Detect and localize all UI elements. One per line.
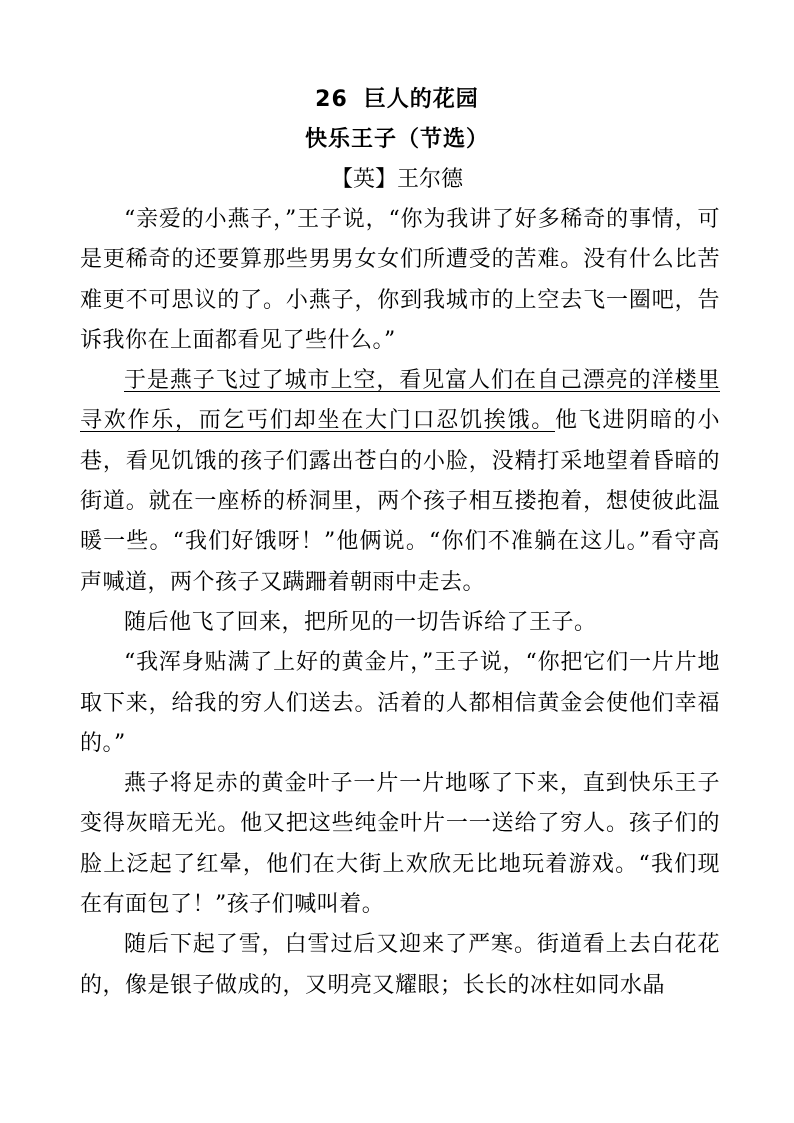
paragraph-3: 随后他飞了回来，把所见的一切告诉给了王子。 [124, 609, 597, 635]
paragraph-1: “亲爱的小燕子，”王子说，“你为我讲了好多稀奇的事情，可是更稀奇的还要算那些男男女女们所遭受的苦难。没有什么比苦难更不可思议的了。小燕子，你到我城市的上空去飞一圈吧，告诉我你在上面都看见了些什么。” [80, 207, 720, 353]
paragraph-2-rest: 他飞进阴暗的小巷，看见饥饿的孩子们露出苍白的小脸，没精打采地望着昏暗的街道。就在一座桥的桥洞里，两个孩子相互搂抱着，想使彼此温暖一些。“我们好饿呀！”他俩说。“你们不准躺在这儿。”看守高声喊道，两个孩子又蹒跚着朝雨中走去。 [80, 408, 720, 595]
lesson-title [0, 82, 794, 113]
underlined-sentence: 于是燕子飞过了城市上空，看见富人们在自己漂亮的洋楼里寻欢作乐，而乞丐们却坐在大门口忍饥挨饿。 [80, 368, 720, 434]
paragraph-2 [80, 361, 720, 603]
lesson-title-text: 巨人的花园 [363, 87, 479, 112]
author-line: 【英】王尔德 [330, 167, 463, 192]
article-body [80, 200, 720, 1006]
paragraph-5: 燕子将足赤的黄金叶子一片一片地啄了下来，直到快乐王子变得灰暗无光。他又把这些纯金叶片一一送给了穷人。孩子们的脸上泛起了红晕，他们在大街上欢欣无比地玩着游戏。“我们现在有面包了！”孩子们喊叫着。 [80, 771, 720, 918]
lesson-number: 26 [315, 87, 348, 112]
excerpt-title: 快乐王子（节选） [304, 127, 489, 152]
paragraph-6: 随后下起了雪，白雪过后又迎来了严寒。街道看上去白花花的，像是银子做成的，又明亮又耀眼；长长的冰柱如同水晶 [80, 932, 720, 998]
paragraph-4: “我浑身贴满了上好的黄金片，”王子说，“你把它们一片片地取下来，给我的穷人们送去。活着的人都相信黄金会使他们幸福的。” [80, 650, 720, 756]
